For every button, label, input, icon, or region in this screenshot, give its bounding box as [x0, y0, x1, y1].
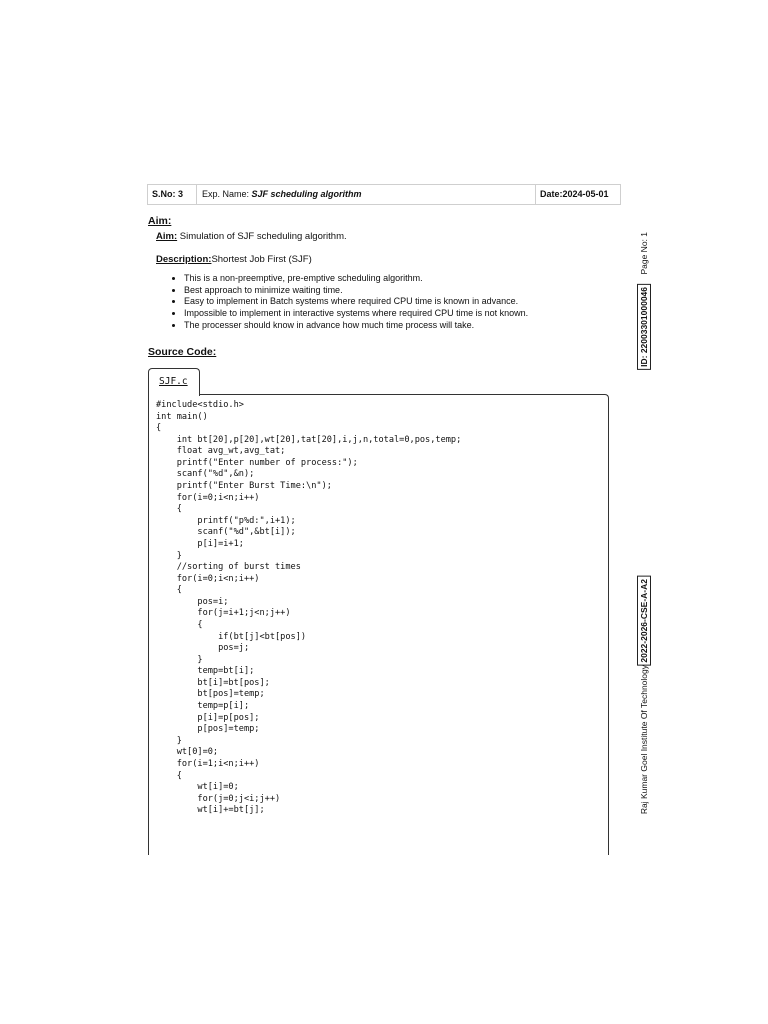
list-item: • Impossible to implement in interactive systems where required CPU time is not known.: [184, 308, 528, 320]
experiment-date: Date:2024-05-01: [540, 189, 609, 199]
page-number: Page No: 1: [639, 232, 649, 275]
institute-name: Raj Kumar Goel Institute Of Technology: [639, 665, 649, 815]
source-code-heading: Source Code:: [148, 346, 217, 358]
code-panel: [148, 394, 609, 855]
aim-label: Aim:: [156, 231, 178, 242]
file-tab-label: SJF.c: [159, 376, 188, 387]
list-item: • This is a non-preemptive, pre-emptive scheduling algorithm.: [184, 273, 528, 285]
list-item: • Easy to implement in Batch systems where required CPU time is known in advance.: [184, 296, 528, 308]
experiment-header: [147, 184, 621, 205]
experiment-name-cell: [197, 185, 536, 204]
file-tab[interactable]: [148, 368, 200, 396]
experiment-name-label: Exp. Name:: [202, 189, 252, 199]
description-label: Description:: [156, 254, 212, 265]
serial-number: S.No: 3: [148, 185, 197, 204]
description-points: [168, 273, 528, 332]
description-text: Shortest Job First (SJF): [211, 254, 312, 265]
aim-heading: Aim:: [148, 215, 172, 227]
aim-text: Simulation of SJF scheduling algorithm.: [177, 231, 347, 242]
list-item: • The processer should know in advance how much time process will take.: [184, 320, 528, 332]
student-id: ID: 22003301000046: [637, 284, 651, 370]
description-line: [156, 254, 312, 265]
experiment-name: SJF scheduling algorithm: [251, 189, 362, 199]
aim-line: [156, 231, 347, 242]
list-item: • Best approach to minimize waiting time.: [184, 285, 528, 297]
batch-code: 2022-2026-CSE-A-A2: [637, 576, 651, 666]
source-code: #include<stdio.h> int main() { int bt[20],p[20],wt[20],tat[20],i,j,n,total=0,pos,temp; float avg_wt,avg_tat; printf("Enter number of process:"); scanf("%d",&n); printf("Enter Burst Time:\n"); for(i=0;i<n;i++) { printf("p%d:",i+1); scanf("%d",&bt[i]); p[i]=i+1; } //sorting of burst times for(i=0;i<n;i++) { pos=i; for(j=i+1;j<n;j++) { if(bt[j]<bt[pos]) pos=j; } temp=bt[i]; bt[i]=bt[pos]; bt[pos]=temp; temp=p[i]; p[i]=p[pos]; p[pos]=temp; } wt[0]=0; for(i=1;i<n;i++) { wt[i]=0; for(j=0;j<i;j++) wt[i]+=bt[j];: [156, 400, 462, 816]
